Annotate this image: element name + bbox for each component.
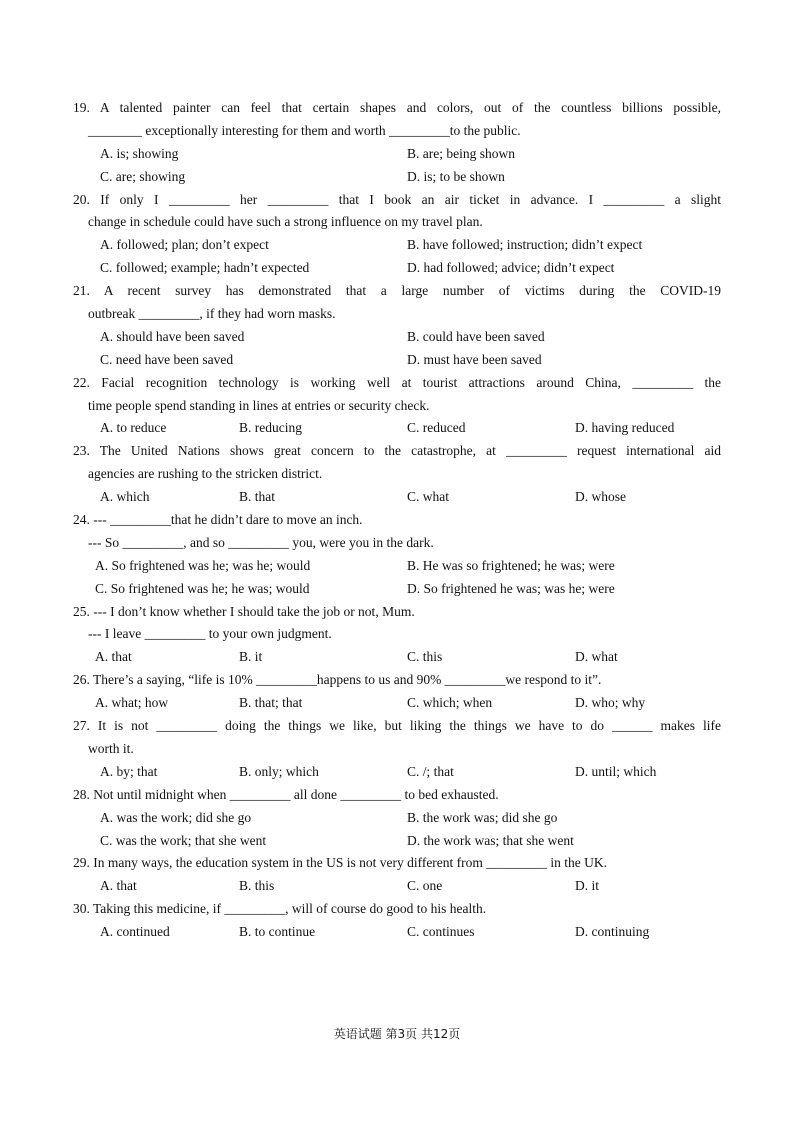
answer-option-d: D. had followed; advice; didn’t expect bbox=[407, 260, 615, 276]
question-block bbox=[73, 280, 721, 372]
question-stem: 26. There’s a saying, “life is 10% _________happens to us and 90% _________we respond to it”. bbox=[73, 672, 602, 688]
options-row bbox=[73, 326, 721, 349]
answer-option-b: B. the work was; did she go bbox=[407, 809, 558, 825]
answer-option-d: D. is; to be shown bbox=[407, 168, 505, 184]
page-footer: 英语试题 第3页 共12页 bbox=[333, 1027, 461, 1041]
question-block bbox=[73, 669, 721, 715]
answer-option-b: B. He was so frightened; he was; were bbox=[407, 557, 615, 573]
answer-option-c: C. which; when bbox=[407, 695, 493, 711]
answer-option-c: C. reduced bbox=[407, 420, 466, 436]
options-row bbox=[73, 257, 721, 280]
question-stem-continued: worth it. bbox=[88, 740, 134, 756]
answer-option-c: C. continues bbox=[407, 924, 475, 940]
answer-option-c: C. this bbox=[407, 649, 443, 665]
answer-option-a: A. followed; plan; don’t expect bbox=[100, 237, 269, 253]
question-stem: 29. In many ways, the education system in the US is not very different from _________ in the UK. bbox=[73, 855, 608, 871]
question-block bbox=[73, 601, 721, 670]
answer-option-c: C. need have been saved bbox=[100, 351, 234, 367]
answer-option-a: A. that bbox=[100, 878, 137, 894]
answer-option-b: B. it bbox=[239, 649, 263, 665]
options-row bbox=[73, 921, 721, 944]
options-row bbox=[73, 486, 721, 509]
options-row bbox=[73, 692, 721, 715]
options-row bbox=[73, 143, 721, 166]
answer-option-b: B. that; that bbox=[239, 695, 303, 711]
answer-option-c: C. /; that bbox=[407, 763, 454, 779]
question-stem: 24. --- _________that he didn’t dare to move an inch. bbox=[73, 512, 363, 528]
question-stem-continued: change in schedule could have such a strong influence on my travel plan. bbox=[88, 214, 483, 230]
answer-option-d: D. it bbox=[575, 878, 600, 894]
answer-option-b: B. reducing bbox=[239, 420, 302, 436]
options-row bbox=[73, 646, 721, 669]
answer-option-c: C. was the work; that she went bbox=[100, 832, 267, 848]
answer-option-d: D. the work was; that she went bbox=[407, 832, 574, 848]
question-block bbox=[73, 852, 721, 898]
question-stem-continued: ________ exceptionally interesting for them and worth _________to the public. bbox=[88, 122, 521, 138]
options-row bbox=[73, 807, 721, 830]
answer-option-d: D. having reduced bbox=[575, 420, 675, 436]
question-block bbox=[73, 189, 721, 281]
question-stem-continued: --- So _________, and so _________ you, were you in the dark. bbox=[88, 534, 434, 550]
answer-option-b: B. that bbox=[239, 489, 275, 505]
answer-option-d: D. So frightened he was; was he; were bbox=[407, 580, 615, 596]
answer-option-d: D. must have been saved bbox=[407, 351, 542, 367]
answer-option-b: B. to continue bbox=[239, 924, 316, 940]
question-stem: 27. It is not _________ doing the things we like, but liking the things we have to do ______ makes life bbox=[73, 718, 721, 734]
question-stem: 21. A recent survey has demonstrated that a large number of victims during the COVID-19 bbox=[73, 283, 721, 299]
question-block bbox=[73, 784, 721, 853]
answer-option-c: C. one bbox=[407, 878, 443, 894]
answer-option-c: C. what bbox=[407, 489, 449, 505]
options-row bbox=[73, 166, 721, 189]
answer-option-d: D. continuing bbox=[575, 924, 650, 940]
answer-option-a: A. which bbox=[100, 489, 150, 505]
answer-option-a: A. to reduce bbox=[100, 420, 167, 436]
answer-option-d: D. what bbox=[575, 649, 618, 665]
answer-option-b: B. only; which bbox=[239, 763, 319, 779]
options-row bbox=[73, 875, 721, 898]
answer-option-c: C. are; showing bbox=[100, 168, 186, 184]
options-row bbox=[73, 349, 721, 372]
question-block bbox=[73, 898, 721, 944]
answer-option-c: C. So frightened was he; he was; would bbox=[95, 580, 310, 596]
options-row bbox=[73, 555, 721, 578]
answer-option-a: A. continued bbox=[100, 924, 170, 940]
question-block bbox=[73, 715, 721, 784]
question-stem: 23. The United Nations shows great concern to the catastrophe, at _________ request international aid bbox=[73, 443, 721, 459]
answer-option-a: A. that bbox=[95, 649, 132, 665]
answer-option-a: A. is; showing bbox=[100, 145, 179, 161]
question-list bbox=[73, 97, 721, 944]
question-block bbox=[73, 372, 721, 441]
answer-option-b: B. are; being shown bbox=[407, 145, 515, 161]
answer-option-a: A. should have been saved bbox=[100, 328, 245, 344]
options-row bbox=[73, 761, 721, 784]
answer-option-d: D. who; why bbox=[575, 695, 646, 711]
question-stem-continued: time people spend standing in lines at entries or security check. bbox=[88, 397, 430, 413]
answer-option-d: D. until; which bbox=[575, 763, 657, 779]
answer-option-c: C. followed; example; hadn’t expected bbox=[100, 260, 310, 276]
answer-option-d: D. whose bbox=[575, 489, 626, 505]
question-stem: 22. Facial recognition technology is working well at tourist attractions around China, _________ the bbox=[73, 374, 721, 390]
answer-option-b: B. have followed; instruction; didn’t expect bbox=[407, 237, 643, 253]
question-stem: 25. --- I don’t know whether I should take the job or not, Mum. bbox=[73, 603, 415, 619]
question-stem-continued: --- I leave _________ to your own judgment. bbox=[88, 626, 332, 642]
options-row bbox=[73, 417, 721, 440]
question-stem-continued: agencies are rushing to the stricken district. bbox=[88, 466, 323, 482]
answer-option-a: A. by; that bbox=[100, 763, 158, 779]
answer-option-a: A. was the work; did she go bbox=[100, 809, 252, 825]
answer-option-a: A. what; how bbox=[95, 695, 169, 711]
question-stem: 20. If only I _________ her _________ that I book an air ticket in advance. I _________ a slight bbox=[73, 191, 721, 207]
question-stem: 28. Not until midnight when _________ all done _________ to bed exhausted. bbox=[73, 786, 499, 802]
question-block bbox=[73, 509, 721, 601]
answer-option-b: B. could have been saved bbox=[407, 328, 545, 344]
question-block bbox=[73, 97, 721, 189]
options-row bbox=[73, 234, 721, 257]
question-stem: 19. A talented painter can feel that certain shapes and colors, out of the countless billions possible, bbox=[73, 100, 721, 115]
question-stem: 30. Taking this medicine, if _________, will of course do good to his health. bbox=[73, 901, 487, 917]
options-row bbox=[73, 830, 721, 853]
question-block bbox=[73, 440, 721, 509]
question-stem-continued: outbreak _________, if they had worn masks. bbox=[88, 306, 336, 322]
options-row bbox=[73, 578, 721, 601]
answer-option-a: A. So frightened was he; was he; would bbox=[95, 557, 311, 573]
answer-option-b: B. this bbox=[239, 878, 275, 894]
